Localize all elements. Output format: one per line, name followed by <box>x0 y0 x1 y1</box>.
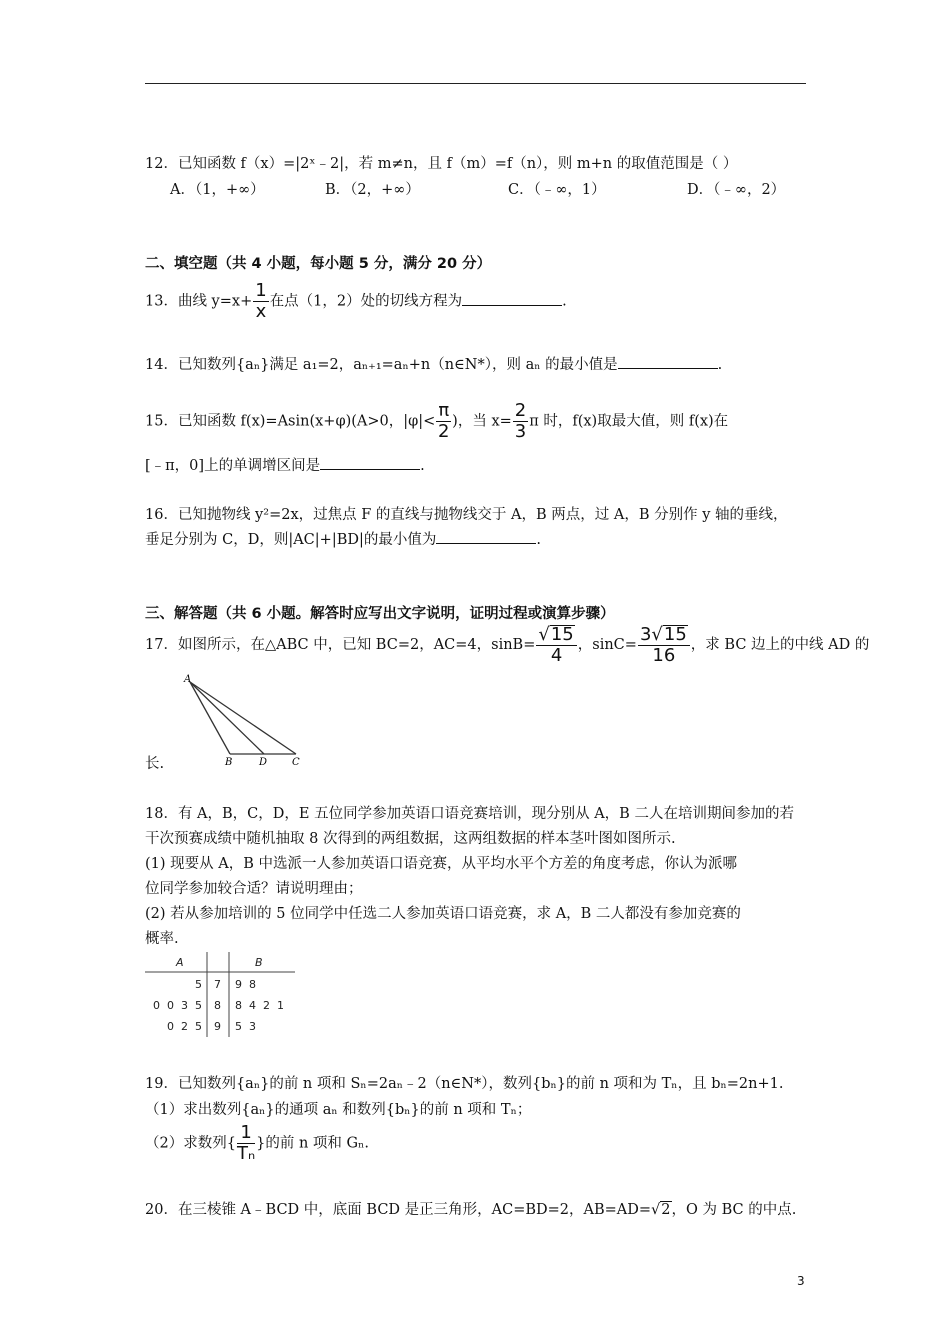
q19-frac-den: Tₙ <box>236 1143 256 1164</box>
leaf-a: 0 <box>167 1020 174 1033</box>
q16-line1: 16．已知抛物线 y²=2x，过焦点 F 的直线与抛物线交于 A，B 两点，过 A，B 分别作 y 轴的垂线， <box>145 507 788 523</box>
q19-frac-num: 1 <box>237 1124 255 1144</box>
leaf-b: 8 <box>235 999 242 1012</box>
label-d: D <box>259 757 268 768</box>
q14-answer-blank <box>618 354 718 369</box>
q18-line5: (2) 若从参加培训的 5 位同学中任选二人参加英语口语竞赛，求 A，B 二人都没有参加竞赛的 <box>145 906 741 922</box>
q15-mid: )，当 x= <box>452 413 512 430</box>
q20 <box>145 1198 796 1219</box>
leaf-b: 8 <box>249 978 256 991</box>
section-3-heading: 三、解答题（共 6 小题。解答时应写出文字说明，证明过程或演算步骤） <box>145 606 615 622</box>
q19-line3-suffix: }的前 n 项和 Gₙ. <box>256 1135 369 1152</box>
segment-ad <box>190 682 264 754</box>
q18-line4: 位同学参加较合适？请说明理由； <box>145 881 363 897</box>
q18-line6: 概率. <box>145 931 179 947</box>
leaf-b: 1 <box>277 999 284 1012</box>
q15-frac1-den: 2 <box>438 421 450 442</box>
q13-prefix: 13．曲线 y=x+ <box>145 293 253 310</box>
q15-fraction-2-3 <box>513 402 528 441</box>
q15-answer-blank <box>320 455 420 470</box>
q17-sinc-den: 16 <box>652 645 676 666</box>
q13-frac-den: x <box>255 301 267 322</box>
q13 <box>145 282 567 321</box>
q15-line2-text: [﹣π，0]上的单调增区间是 <box>145 458 321 474</box>
leaf-a: 2 <box>181 1020 188 1033</box>
q18-line1: 18．有 A，B，C，D，E 五位同学参加英语口语竞赛培训，现分别从 A，B 二人在培训期间参加的若 <box>145 806 794 822</box>
leaf-a: 0 <box>167 999 174 1012</box>
leaf-b: 2 <box>263 999 270 1012</box>
label-a: A <box>184 674 192 685</box>
q17-prefix: 17．如图所示，在△ABC 中，已知 BC=2，AC=4，sinB= <box>145 637 536 653</box>
q13-fraction <box>253 282 268 321</box>
q12-option-b: B．（2，+∞） <box>325 182 420 198</box>
q17-sinc-radicand: 15 <box>663 624 687 645</box>
page-number: 3 <box>797 1274 805 1288</box>
leaf-a: 5 <box>195 978 202 991</box>
stem: 8 <box>214 999 221 1012</box>
q12-option-c: C．（﹣∞，1） <box>508 182 606 198</box>
q16-line2 <box>145 528 541 549</box>
leaf-b: 4 <box>249 999 256 1012</box>
q13-frac-num: 1 <box>255 280 267 301</box>
leaf-b: 9 <box>235 978 242 991</box>
header-a: A <box>176 956 184 969</box>
q15-end: . <box>420 458 425 474</box>
q14 <box>145 353 722 374</box>
q19-line3-prefix: （2）求数列{ <box>145 1135 236 1152</box>
q15-frac2-den: 3 <box>514 421 527 442</box>
q15-suffix: π 时，f(x)取最大值，则 f(x)在 <box>529 413 729 430</box>
q17-sinb-radicand: 15 <box>550 624 574 645</box>
q18-line2: 干次预赛成绩中随机抽取 8 次得到的两组数据，这两组数据的样本茎叶图如图所示. <box>145 831 676 847</box>
q14-text: 14．已知数列{aₙ}满足 a₁=2，aₙ₊₁=aₙ+n（n∈N*），则 aₙ 的最小值是 <box>145 357 618 373</box>
leaf-a: 5 <box>195 999 202 1012</box>
q18-stem-leaf-plot <box>145 952 300 1037</box>
q19-line1: 19．已知数列{aₙ}的前 n 项和 Sₙ=2aₙ﹣2（n∈N*），数列{bₙ}的前 n 项和为 Tₙ，且 bₙ=2n+1. <box>145 1076 784 1092</box>
q17-sinb-num: √15 <box>536 625 576 646</box>
q15-frac1-num: π <box>438 400 450 421</box>
q13-answer-blank <box>462 291 562 306</box>
q15-frac2-num: 2 <box>514 400 527 421</box>
q12-stem: 12．已知函数 f（x）=|2ˣ﹣2|，若 m≠n，且 f（m）=f（n），则 m+n 的取值范围是（ ） <box>145 156 738 172</box>
section-2-heading: 二、填空题（共 4 小题，每小题 5 分，满分 20 分） <box>145 256 492 272</box>
q15-prefix: 15．已知函数 f(x)=Asin(x+φ)(A>0，|φ|< <box>145 413 436 430</box>
q19-fraction <box>237 1124 255 1163</box>
q17-line2: 长. <box>145 756 165 772</box>
q17-sinc-fraction <box>638 625 690 665</box>
q15-line1 <box>145 402 728 441</box>
label-c: C <box>292 757 300 768</box>
header-b: B <box>255 956 263 969</box>
q15-fraction-pi-2 <box>436 402 451 441</box>
q17-suffix: ，求 BC 边上的中线 AD 的 <box>690 637 870 653</box>
leaf-a: 3 <box>181 999 188 1012</box>
q17-sinc-coef: 3 <box>639 624 652 645</box>
segment-ab <box>190 682 230 754</box>
q16-answer-blank <box>436 529 536 544</box>
q20-prefix: 20．在三棱锥 A﹣BCD 中，底面 BCD 是正三角形，AC=BD=2，AB=AD= <box>145 1202 652 1218</box>
q17-mid: ，sinC= <box>577 637 637 653</box>
q20-suffix: ，O 为 BC 的中点. <box>671 1202 797 1218</box>
q17-sinb-den: 4 <box>550 645 563 666</box>
header-rule <box>145 83 806 84</box>
q16-line2-text: 垂足分别为 C，D，则|AC|+|BD|的最小值为 <box>145 532 437 548</box>
leaf-b: 3 <box>249 1020 256 1033</box>
leaf-a: 5 <box>195 1020 202 1033</box>
q19-line2: （1）求出数列{aₙ}的通项 aₙ 和数列{bₙ}的前 n 项和 Tₙ； <box>145 1102 532 1118</box>
q19-line3 <box>145 1124 369 1163</box>
q20-radicand: 2 <box>661 1202 671 1218</box>
q17-sinc-num: 3√15 <box>638 625 690 646</box>
q17-triangle-figure <box>178 672 308 768</box>
q16-end: . <box>536 532 541 548</box>
q13-suffix: 在点（1，2）处的切线方程为 <box>269 293 463 310</box>
leaf-a: 0 <box>153 999 160 1012</box>
q18-line3: (1) 现要从 A，B 中选派一人参加英语口语竞赛，从平均水平个方差的角度考虑，你认为派哪 <box>145 856 737 872</box>
q12-option-d: D．（﹣∞，2） <box>687 182 786 198</box>
stem: 9 <box>214 1020 221 1033</box>
segment-ac <box>190 682 296 754</box>
label-b: B <box>225 757 233 768</box>
q17-sinb-fraction <box>536 625 576 665</box>
sqrt-sign: √ <box>651 1202 661 1218</box>
q14-end: . <box>717 357 723 373</box>
q13-end: . <box>562 293 567 310</box>
leaf-b: 5 <box>235 1020 242 1033</box>
q12-option-a: A．（1，+∞） <box>170 182 265 198</box>
q15-line2 <box>145 454 425 475</box>
q17-line1 <box>145 625 869 665</box>
stem: 7 <box>214 978 221 991</box>
